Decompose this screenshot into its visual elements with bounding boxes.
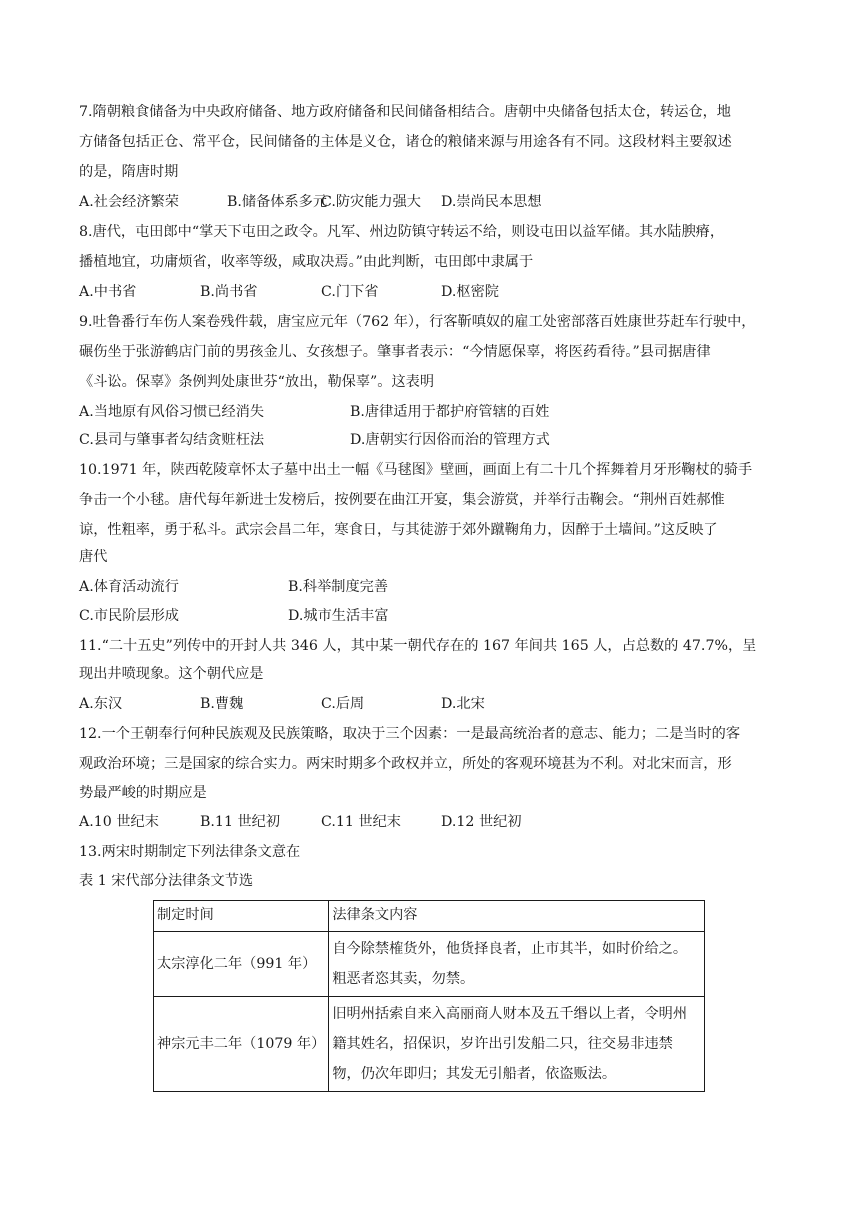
table-header-row bbox=[154, 901, 705, 932]
q12-line-2: 观政治环境；三是国家的综合实力。两宋时期多个政权并立，所处的客观环境甚为不利。对北宋而言，形 bbox=[79, 756, 732, 772]
q9-option-b: B.唐律适用于都护府管辖的百姓 bbox=[350, 404, 550, 420]
table-cell-content: 旧明州括索自来入高丽商人财本及五千缗以上者，令明州籍其姓名，招保识，岁许出引发船二只，往交易非违禁物，仍次年即归；其发无引船者，依盗贩法。 bbox=[329, 997, 705, 1092]
table-row bbox=[154, 932, 705, 997]
q12-option-c: C.11 世纪末 bbox=[321, 814, 401, 830]
q8-line-2: 播植地宜，功庸烦省，收率等级，咸取决焉。”由此判断，屯田郎中隶属于 bbox=[79, 254, 534, 270]
q8-option-b: B.尚书省 bbox=[200, 284, 258, 300]
q10-option-b: B.科举制度完善 bbox=[288, 579, 389, 595]
table-cell-time: 太宗淳化二年（991 年） bbox=[154, 932, 329, 997]
q10-option-a: A.体育活动流行 bbox=[79, 579, 179, 595]
q11-option-d: D.北宋 bbox=[441, 696, 485, 712]
q13-stem: 13.两宋时期制定下列法律条文意在 bbox=[79, 844, 301, 860]
q7-option-d: D.崇尚民本思想 bbox=[441, 194, 542, 210]
q8-line-1: 8.唐代，屯田郎中“掌天下屯田之政令。凡军、州边防镇守转运不给，则设屯田以益军储。其水陆腴瘠， bbox=[79, 224, 725, 240]
q7-line-2: 方储备包括正仓、常平仓，民间储备的主体是义仓，诸仓的粮储来源与用途各有不同。这段材料主要叙述 bbox=[79, 134, 732, 150]
q7-option-c: C.防灾能力强大 bbox=[321, 194, 421, 210]
q12-option-a: A.10 世纪末 bbox=[79, 814, 159, 830]
q12-option-b: B.11 世纪初 bbox=[200, 814, 281, 830]
q7-option-a: A.社会经济繁荣 bbox=[79, 194, 179, 210]
q9-line-1: 9.吐鲁番行车伤人案卷残件载，唐宝应元年（762 年），行客靳嗔奴的雇工处密部落百姓康世芬赶车行驶中， bbox=[79, 314, 756, 330]
q9-option-c: C.县司与肇事者勾结贪赃枉法 bbox=[79, 432, 265, 448]
q7-line-3: 的是，隋唐时期 bbox=[79, 164, 179, 180]
q9-line-2: 碾伤坐于张游鹤店门前的男孩金儿、女孩想子。肇事者表示：“今情愿保辜，将医药看待。”县司据唐律 bbox=[79, 344, 711, 360]
q9-option-a: A.当地原有风俗习惯已经消失 bbox=[79, 404, 265, 420]
q10-line-3: 谅，性粗率，勇于私斗。武宗会昌二年，寒食日，与其徒游于郊外蹴鞠角力，因醉于土墙间。”这反映了 bbox=[79, 522, 718, 538]
table-row bbox=[154, 997, 705, 1092]
q10-line-4: 唐代 bbox=[79, 549, 108, 565]
table-header-time: 制定时间 bbox=[154, 901, 329, 932]
q9-line-3: 《斗讼。保辜》条例判处康世芬“放出，勒保辜”。这表明 bbox=[79, 374, 435, 390]
law-table bbox=[153, 900, 705, 1092]
q9-option-d: D.唐朝实行因俗而治的管理方式 bbox=[350, 432, 550, 448]
q12-line-1: 12.一个王朝奉行何种民族观及民族策略，取决于三个因素：一是最高统治者的意志、能力；二是当时的客 bbox=[79, 726, 741, 742]
q7-line-1: 7.隋朝粮食储备为中央政府储备、地方政府储备和民间储备相结合。唐朝中央储备包括太仓，转运仓，地 bbox=[79, 104, 731, 120]
q10-line-1: 10.1971 年，陕西乾陵章怀太子墓中出土一幅《马毬图》壁画，画面上有二十几个挥舞着月牙形鞠杖的骑手 bbox=[79, 462, 753, 478]
table-caption: 表 1 宋代部分法律条文节选 bbox=[79, 873, 254, 889]
q10-option-c: C.市民阶层形成 bbox=[79, 608, 179, 624]
q7-option-b: B.储备体系多元 bbox=[227, 194, 328, 210]
q11-option-b: B.曹魏 bbox=[200, 696, 244, 712]
q10-line-2: 争击一个小毬。唐代每年新进士发榜后，按例要在曲江开宴，集会游赏，并举行击鞠会。“荆州百姓郝惟 bbox=[79, 492, 725, 508]
q11-option-a: A.东汉 bbox=[79, 696, 123, 712]
q12-option-d: D.12 世纪初 bbox=[441, 814, 522, 830]
q10-option-d: D.城市生活丰富 bbox=[288, 608, 389, 624]
q11-line-2: 现出井喷现象。这个朝代应是 bbox=[79, 666, 264, 682]
q8-option-a: A.中书省 bbox=[79, 284, 137, 300]
q11-line-1: 11.“二十五史”列传中的开封人共 346 人，其中某一朝代存在的 167 年间共 165 人，占总数的 47.7%，呈 bbox=[79, 638, 757, 654]
q8-option-c: C.门下省 bbox=[321, 284, 379, 300]
table-cell-time: 神宗元丰二年（1079 年） bbox=[154, 997, 329, 1092]
q11-option-c: C.后周 bbox=[321, 696, 365, 712]
table-header-content: 法律条文内容 bbox=[329, 901, 705, 932]
table-cell-content: 自今除禁榷货外，他货择良者，止市其半，如时价给之。粗恶者恣其卖，勿禁。 bbox=[329, 932, 705, 997]
q12-line-3: 势最严峻的时期应是 bbox=[79, 785, 207, 801]
q8-option-d: D.枢密院 bbox=[441, 284, 499, 300]
